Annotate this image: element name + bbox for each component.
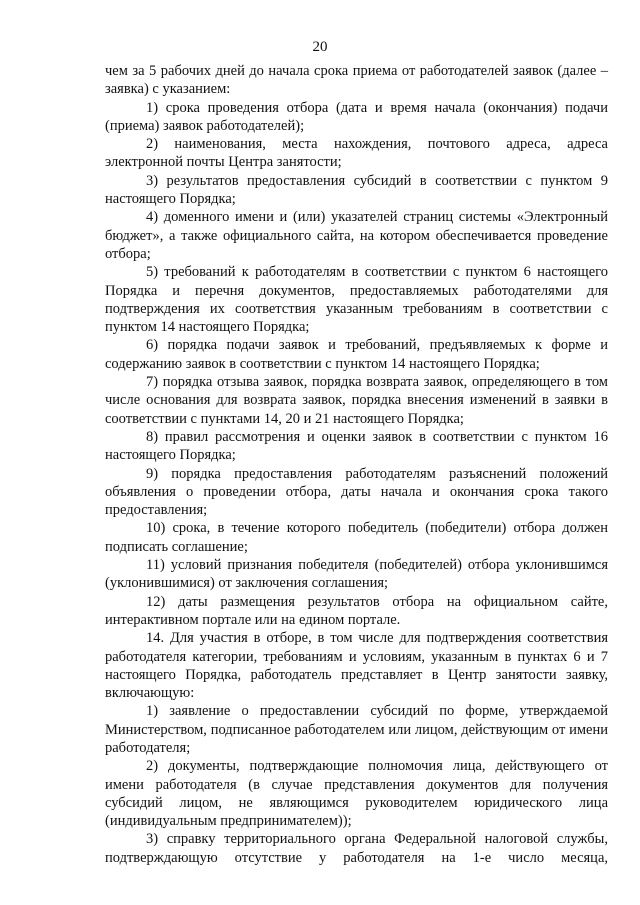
list-item-1-deadline: 1) срока проведения отбора (дата и время начала (окончания) подачи (приема) заявок работодателей); <box>105 99 608 134</box>
list-item-2-address: 2) наименования, места нахождения, почтового адреса, адреса электронной почты Центра занятости; <box>105 136 608 171</box>
list-item-11-evasion: 11) условий признания победителя (победителей) отбора уклонившимся (уклонившимися) от заключения соглашения; <box>105 557 608 592</box>
list-item-14-3-tax-certificate: 3) справку территориального органа Федеральной налоговой службы, подтверждающую отсутствие у работодателя на 1-е число месяца, <box>105 831 608 866</box>
body-text <box>105 62 608 867</box>
paragraph-intro-continuation: чем за 5 рабочих дней до начала срока приема от работодателей заявок (далее – заявка) с указанием: <box>105 63 608 98</box>
list-item-3-results: 3) результатов предоставления субсидий в соответствии с пунктом 9 настоящего Порядка; <box>105 172 608 208</box>
list-item-8-review-rules: 8) правил рассмотрения и оценки заявок в соответствии с пунктом 16 настоящего Порядка; <box>105 428 608 464</box>
list-item-14-1-application: 1) заявление о предоставлении субсидий по форме, утверждаемой Министерством, подписанное работодателем или лицом, действующим от имени работодателя; <box>105 703 608 756</box>
list-item-4-domain: 4) доменного имени и (или) указателей страниц системы «Электронный бюджет», а также официального сайта, на котором обеспечивается проведение отбора; <box>105 209 608 262</box>
list-item-5-requirements: 5) требований к работодателям в соответствии с пунктом 6 настоящего Порядка и перечня документов, предоставляемых работодателями для подтверждения их соответствия указанным требованиям в соответствии с пунктом 14 настоящего Порядка; <box>105 264 608 336</box>
list-item-12-publication: 12) даты размещения результатов отбора на официальном сайте, интерактивном портале или на едином портале. <box>105 593 608 628</box>
list-item-14-2-authority-docs: 2) документы, подтверждающие полномочия лица, действующего от имени работодателя (в случае представления документов для получения субсидий лицом, не являющимся руководителем юридического лица (индивидуальным предпринимателем)); <box>105 758 608 830</box>
list-item-9-clarifications: 9) порядка предоставления работодателям разъяснений положений объявления о проведении отбора, даты начала и окончания срока такого предоставления; <box>105 465 608 519</box>
list-item-7-withdrawal: 7) порядка отзыва заявок, порядка возврата заявок, определяющего в том числе основания для возврата заявок, порядка внесения изменений в заявки в соответствии с пунктами 14, 20 и 21 настоящего Порядка; <box>105 374 608 427</box>
list-item-6-submission: 6) порядка подачи заявок и требований, предъявляемых к форме и содержанию заявок в соответствии с пунктом 14 настоящего Порядка; <box>105 337 608 372</box>
section-14-heading-paragraph: 14. Для участия в отборе, в том числе для подтверждения соответствия работодателя категории, требованиям и условиям, указанным в пунктах 6 и 7 настоящего Порядка, работодатель представляет в Центр занятости заявку, включающую: <box>105 630 608 702</box>
page-number: 20 <box>312 39 328 55</box>
list-item-10-signing-term: 10) срока, в течение которого победитель (победители) отбора должен подписать соглашение; <box>105 520 608 555</box>
